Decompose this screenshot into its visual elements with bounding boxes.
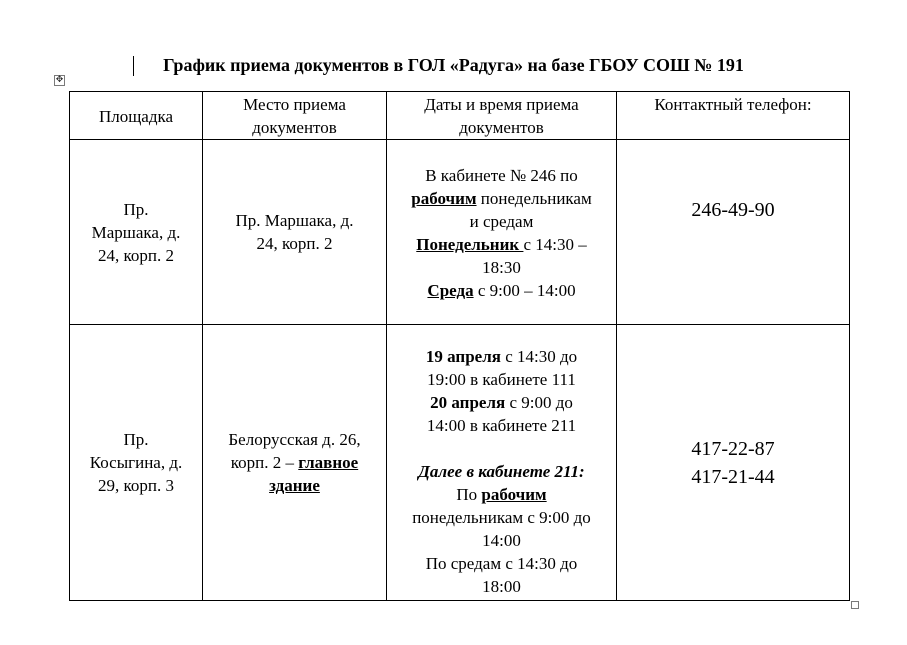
emphasis-main-building: главное: [298, 453, 359, 472]
place-line: Пр. Маршака, д.: [235, 211, 354, 230]
cell-phone-kosygina: [617, 325, 850, 601]
schedule-line: [390, 187, 613, 210]
place-text: корп. 2 –: [230, 453, 299, 472]
schedule-line: В кабинете № 246 по: [425, 166, 578, 185]
place-line: [206, 474, 383, 497]
site-line: Пр.: [123, 199, 149, 219]
schedule-line: [390, 345, 613, 368]
schedule-text: с 9:00 – 14:00: [473, 281, 576, 300]
emphasis-working: рабочим: [411, 189, 477, 208]
spacer: [390, 437, 613, 460]
cell-place-kosygina: [203, 325, 387, 601]
emphasis-monday: Понедельник: [416, 235, 524, 254]
emphasis-working: рабочим: [481, 485, 547, 504]
header-place-line2: документов: [252, 118, 337, 137]
site-line: Маршака, д.: [91, 222, 181, 242]
table-move-handle-icon[interactable]: ✥: [55, 75, 64, 85]
table-resize-handle[interactable]: [851, 601, 859, 609]
schedule-line: [390, 483, 613, 506]
schedule-text: с 14:30 –: [523, 235, 587, 254]
site-line: Косыгина, д.: [89, 453, 183, 472]
header-dates: [387, 92, 617, 140]
cell-site-marshaka: [70, 140, 203, 325]
cell-schedule-kosygina: [387, 325, 617, 601]
schedule-line: 19:00 в кабинете 111: [427, 370, 576, 389]
schedule-text: По: [456, 485, 482, 504]
schedule-text: с 14:30 до: [500, 347, 578, 366]
schedule-line: По средам с 14:30 до: [425, 554, 578, 573]
site-line: 24, корп. 2: [98, 245, 174, 265]
table-header-row: [70, 92, 850, 140]
site-line: 29, корп. 3: [98, 476, 174, 495]
schedule-line: 14:00 в кабинете 211: [426, 416, 577, 435]
table-row: [70, 140, 850, 325]
phone-number: 417-21-44: [691, 465, 775, 488]
header-phone: [617, 92, 850, 140]
cell-site-kosygina: [70, 325, 203, 601]
header-site: [70, 92, 203, 140]
emphasis-building: здание: [269, 476, 320, 495]
schedule-line: [390, 279, 613, 302]
header-dates-line2: документов: [459, 118, 544, 137]
table-row: [70, 325, 850, 601]
schedule-text: понедельникам: [476, 189, 592, 208]
document-title: График приема документов в ГОЛ «Радуга» на базе ГБОУ СОШ № 191: [163, 55, 744, 75]
phone-number: 417-22-87: [691, 437, 775, 460]
emphasis-date-april-20: 20 апреля: [430, 393, 506, 412]
schedule-table: [69, 91, 850, 601]
schedule-line: и средам: [469, 212, 534, 231]
schedule-line: 18:30: [482, 258, 521, 277]
schedule-line: понедельникам с 9:00 до: [412, 508, 591, 527]
emphasis-wednesday: Среда: [427, 281, 474, 300]
header-place: [203, 92, 387, 140]
header-dates-line1: Даты и время приема: [424, 95, 579, 114]
schedule-line: [390, 391, 613, 414]
place-line: [206, 451, 383, 474]
cell-phone-marshaka: [617, 140, 850, 325]
cell-schedule-marshaka: [387, 140, 617, 325]
schedule-line: 18:00: [482, 577, 521, 596]
schedule-line: 14:00: [482, 531, 521, 550]
header-phone-text: Контактный телефон:: [654, 95, 812, 114]
emphasis-date-april-19: 19 апреля: [425, 347, 501, 366]
cell-place-marshaka: [203, 140, 387, 325]
schedule-text: с 9:00 до: [505, 393, 573, 412]
schedule-line-next-room: Далее в кабинете 211:: [418, 462, 585, 481]
place-line: 24, корп. 2: [256, 234, 333, 253]
header-place-line1: Место приема: [243, 95, 346, 114]
site-line: Пр.: [123, 430, 149, 449]
schedule-line: [390, 233, 613, 256]
header-site-text: Площадка: [98, 106, 174, 126]
phone-number: 246-49-90: [691, 199, 775, 221]
place-line: Белорусская д. 26,: [228, 430, 361, 449]
